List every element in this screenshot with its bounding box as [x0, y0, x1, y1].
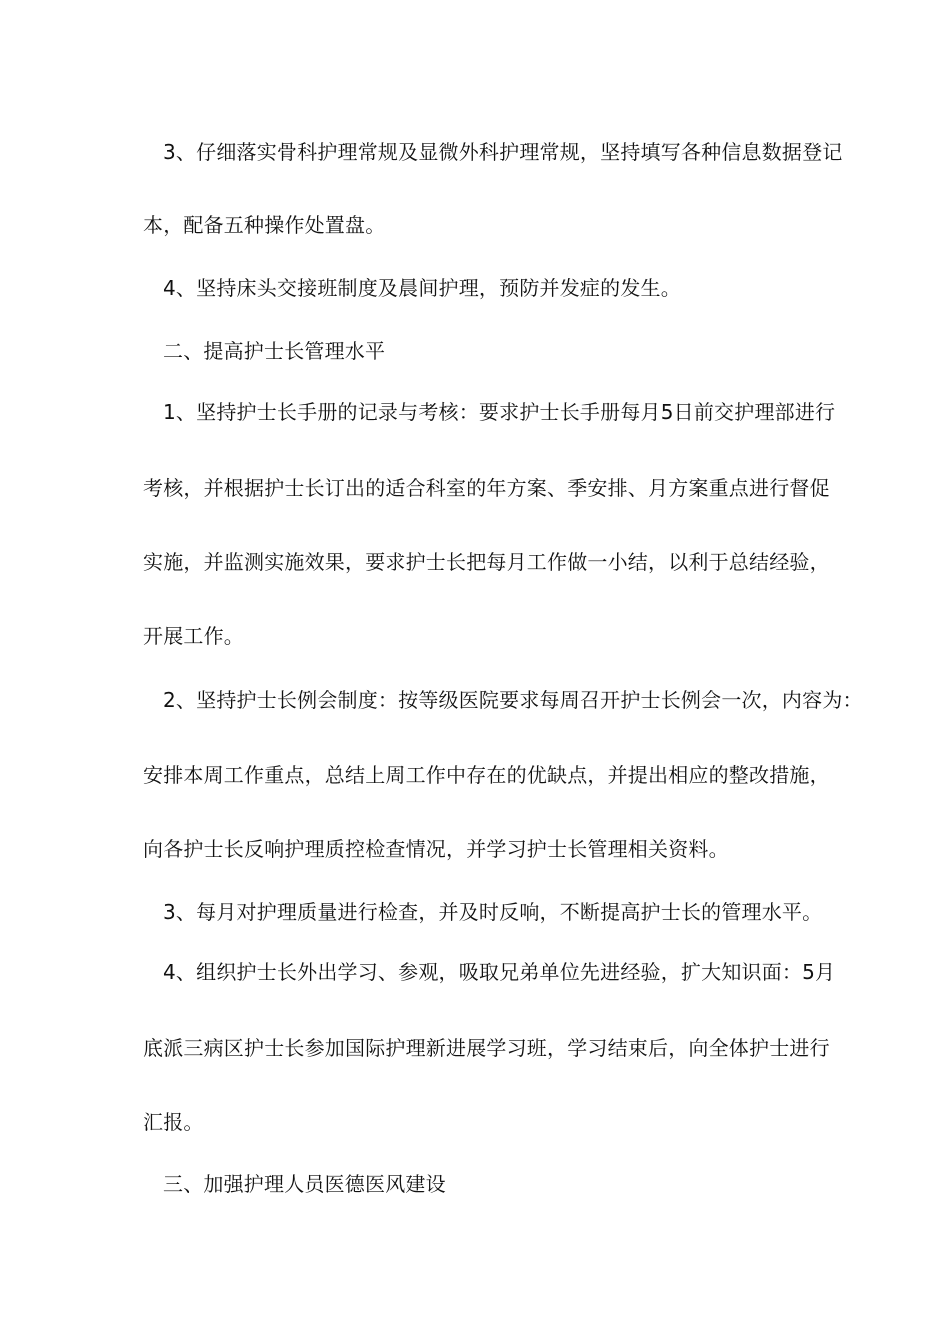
section-heading: 二、提高护士长管理水平	[163, 339, 386, 363]
paragraph-line: 3、每月对护理质量进行检查，并及时反响，不断提高护士长的管理水平。	[163, 900, 823, 924]
paragraph-line: 本，配备五种操作处置盘。	[143, 213, 386, 237]
paragraph-line: 实施，并监测实施效果，要求护士长把每月工作做一小结，以利于总结经验，	[143, 550, 830, 574]
paragraph-line: 4、坚持床头交接班制度及晨间护理，预防并发症的发生。	[163, 276, 681, 300]
paragraph-line: 3、仔细落实骨科护理常规及显微外科护理常规，坚持填写各种信息数据登记	[163, 140, 843, 164]
paragraph-line: 向各护士长反响护理质控检查情况，并学习护士长管理相关资料。	[143, 837, 729, 861]
paragraph-line: 考核，并根据护士长订出的适合科室的年方案、季安排、月方案重点进行督促	[143, 476, 830, 500]
section-heading: 三、加强护理人员医德医风建设	[163, 1172, 446, 1196]
paragraph-line: 安排本周工作重点，总结上周工作中存在的优缺点，并提出相应的整改措施，	[143, 763, 830, 787]
paragraph-line: 开展工作。	[143, 624, 244, 648]
paragraph-line: 4、组织护士长外出学习、参观，吸取兄弟单位先进经验，扩大知识面：5月	[163, 960, 836, 984]
paragraph-line: 2、坚持护士长例会制度：按等级医院要求每周召开护士长例会一次，内容为：	[163, 688, 863, 712]
paragraph-line: 底派三病区护士长参加国际护理新进展学习班，学习结束后，向全体护士进行	[143, 1036, 830, 1060]
paragraph-line: 汇报。	[143, 1110, 204, 1134]
paragraph-line: 1、坚持护士长手册的记录与考核：要求护士长手册每月5日前交护理部进行	[163, 400, 836, 424]
